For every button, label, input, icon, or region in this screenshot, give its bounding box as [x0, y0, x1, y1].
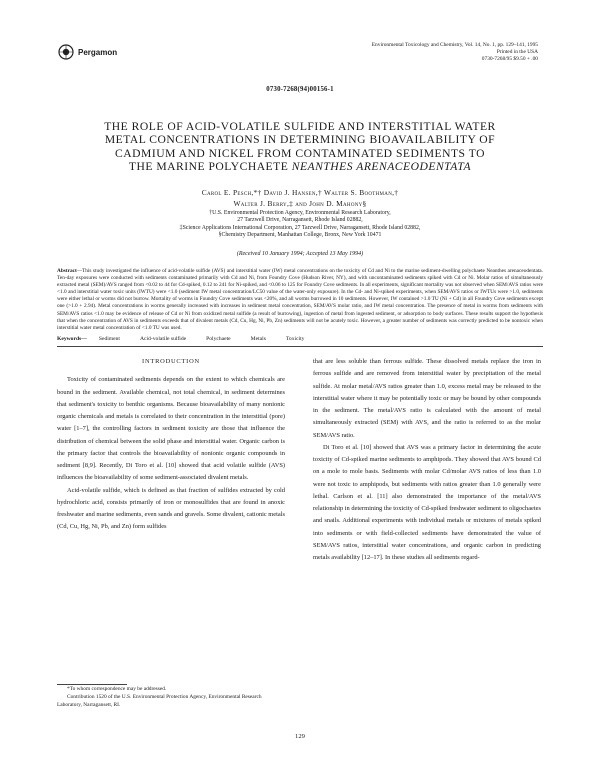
abstract-divider	[57, 346, 543, 347]
article-code: 0730-7268(94)00156-1	[266, 86, 334, 93]
keyword: Toxicity	[285, 336, 305, 342]
authors-line-1: Carol E. Pesch,*† David J. Hansen,† Walter S. Boothman,†	[201, 188, 399, 197]
page-number: 129	[295, 733, 305, 740]
keywords	[57, 336, 543, 342]
title-line-4	[80, 160, 520, 173]
footnote-contribution: Contribution 1520 of the U.S. Environmental Protection Agency, Environmental Research Laboratory, Narragansett, RI.	[57, 693, 262, 708]
authors-line-2: Walter J. Berry,‡ and John D. Mahony§	[233, 198, 367, 208]
title-line-1: THE ROLE OF ACID-VOLATILE SULFIDE AND INTERSTITIAL WATER	[104, 120, 496, 133]
author-list	[90, 188, 510, 209]
abstract-label: Abstract	[57, 268, 77, 274]
paragraph: Toxicity of contaminated sediments depends on the extent to which chemicals are bound in the sediment. Available chemical, not total chemical, in sediment determines that sediment's toxicity to benthic organisms. Because bioavailability of many nonionic organic chemicals and metals is correlated to their concentration in the interstitial (pore) water [1–7], the controlling factors in sediment toxicity are those that influence the distribution of chemical between the solid phase and interstitial water. Organic carbon is the primary factor that controls the bioavailability of nonionic organic compounds in sediment [8,9]. Recently, Di Toro et al. [10] showed that acid volatile sulfide (AVS) influences the bioavailability of some sediment-associated divalent metals.	[57, 376, 285, 482]
keyword: Sediment	[98, 336, 120, 342]
title-species-name: NEANTHES ARENACEODENTATA	[291, 160, 472, 174]
affiliation-2: 27 Tarzwell Drive, Narragansett, Rhode Island 02882,	[237, 217, 363, 224]
keyword: Polychaete	[206, 336, 231, 342]
received-dates: (Received 10 January 1994; Accepted 13 May 1994)	[236, 251, 364, 257]
journal-citation: Environmental Toxicology and Chemistry, Vol. 14, No. 1, pp. 129–141, 1995	[371, 42, 538, 48]
paragraph: that are less soluble than ferrous sulfide. These dissolved metals replace the iron in ferrous sulfide and are removed from interstitial water by precipitation of the metal sulfide. At molar metal/AVS ratios greater than 1.0, excess metal may be released to the interstitial water where it may be potentially toxic or may be bound by other compounds in the sediment. The metal/AVS ratio is calculated with the amount of metal simultaneously extracted (SEM) with AVS, and the ratio is referred to as the molar SEM/AVS ratio.	[313, 358, 541, 439]
abstract-text: —This study investigated the influence of acid-volatile sulfide (AVS) and interstitial water (IW) metal concentrations on the toxicity of Cd and Ni to the marine sediment-dwelling polychaete Neanthes arenaceodentata. Ten-day exposures were conducted with sediments contaminated primarily with Cd and Ni, from Foundry Cove (Hudson River, NY), and with uncontaminated sediments spiked with Cd or Ni. Molar ratios of simultaneously extracted metal (SEM)/AVS ranged from <0.02 to 44 for Cd-spiked, 0.12 to 241 for Ni-spiked, and <0.06 to 125 for Foundry Cove sediments. In all experiments, significant mortality was not observed when SEM/AVS ratios were <1.0 and interstitial water toxic units (IWTU) were <1.0 (sediment IW metal concentration/LC50 value of the water-only exposure). In the Cd- and Ni-spiked experiments, when SEM/AVS ratios or IWTUs were >1.0, sediments were either lethal or worms did not burrow. Mortality of worms in Foundry Cove sediments was <20%, and all worms burrowed in 10 sediments. However, IW contained >1.0 TU (Ni + Cd) in all Foundry Cove sediments except one (>1.0 + 2.94). Metal concentrations in worms generally increased with increases in sediment metal concentration, SEM/AVS molar ratio, and IW metal concentration. The presence of metal in worms from sediments with SEM/AVS ratios <1.0 may be evidence of release of Cd or Ni from oxidized metal sulfide (a result of burrowing), ingestion of metal from ingested sediment, or adsorption to body surfaces. These results support the hypothesis that when the concentration of AVS in sediments exceeds that of divalent metals (Cd, Cu, Hg, Ni, Pb, Zn) sediments will not be acutely toxic. However, a greater number of sediments was correctly predicted to be nontoxic when interstitial water metal concentration of <1.0 TU was used.	[57, 268, 543, 331]
title-line-2: METAL CONCENTRATIONS IN DETERMINING BIOAVAILABILITY OF	[104, 133, 496, 147]
affiliation-3: ‡Science Applications International Corporation, 27 Tarzwell Drive, Narragansett, Rhode Island 02882,	[179, 224, 421, 231]
article-title	[80, 120, 520, 174]
keyword: Acid-volatile sulfide	[139, 336, 187, 342]
body-column-left	[57, 356, 285, 534]
journal-header	[288, 42, 538, 63]
body-column-right	[313, 356, 541, 564]
journal-price-code: 0730-7268/95 $9.50 + .00	[481, 56, 538, 62]
journal-printed: Printed in the USA	[496, 49, 538, 55]
affiliations	[90, 210, 510, 239]
paragraph: Acid-volatile sulfide, which is defined as that fraction of sulfides extracted by cold hydrochloric acid, consists primarily of iron or monosulfides that are found in anoxic freshwater and marine sediments, even sands and gravels. Some divalent, cationic metals (Cd, Cu, Hg, Ni, Pb, and Zn) form sulfides	[57, 486, 285, 531]
keyword: Metals	[250, 336, 266, 342]
publisher-logo	[58, 44, 117, 60]
section-heading-introduction: INTRODUCTION	[142, 358, 200, 365]
title-line-3: CADMIUM AND NICKEL FROM CONTAMINATED SEDIMENTS TO	[115, 146, 485, 160]
keywords-label: Keywords—	[57, 336, 87, 342]
footnotes	[57, 686, 285, 709]
publisher-name: Pergamon	[78, 47, 118, 57]
pergamon-emblem-icon	[58, 44, 74, 60]
paragraph: Di Toro et al. [10] showed that AVS was a primary factor in determining the acute toxicity of Cd-spiked marine sediments to amphipods. They showed that AVS bound Cd on a mole to mole basis. Sediments with molar Cd/molar AVS ratios of less than 1.0 were not toxic to amphipods, but sediments with ratios greater than 1.0 generally were lethal. Carlson et al. [11] also demonstrated the importance of the metal/AVS relationship in determining the toxicity of Cd-spiked freshwater sediment to oligochaetes and snails. Additional experiments with individual metals or mixtures of metals spiked into sediments or with field-collected sediments have demonstrated the value of SEM/AVS ratios, interstitial water concentrations, and organic carbon in predicting metals availability [12–17]. In these studies all sediments regard-	[313, 443, 541, 561]
title-line-4-plain: THE MARINE POLYCHAETE	[128, 160, 292, 174]
abstract	[57, 268, 543, 332]
affiliation-1: †U.S. Environmental Protection Agency, Environmental Research Laboratory,	[209, 210, 391, 216]
affiliation-4: §Chemistry Department, Manhattan College, Bronx, New York 10471	[218, 231, 382, 238]
footnote-divider	[57, 684, 127, 685]
footnote-correspondence: *To whom correspondence may be addressed.	[67, 686, 167, 692]
